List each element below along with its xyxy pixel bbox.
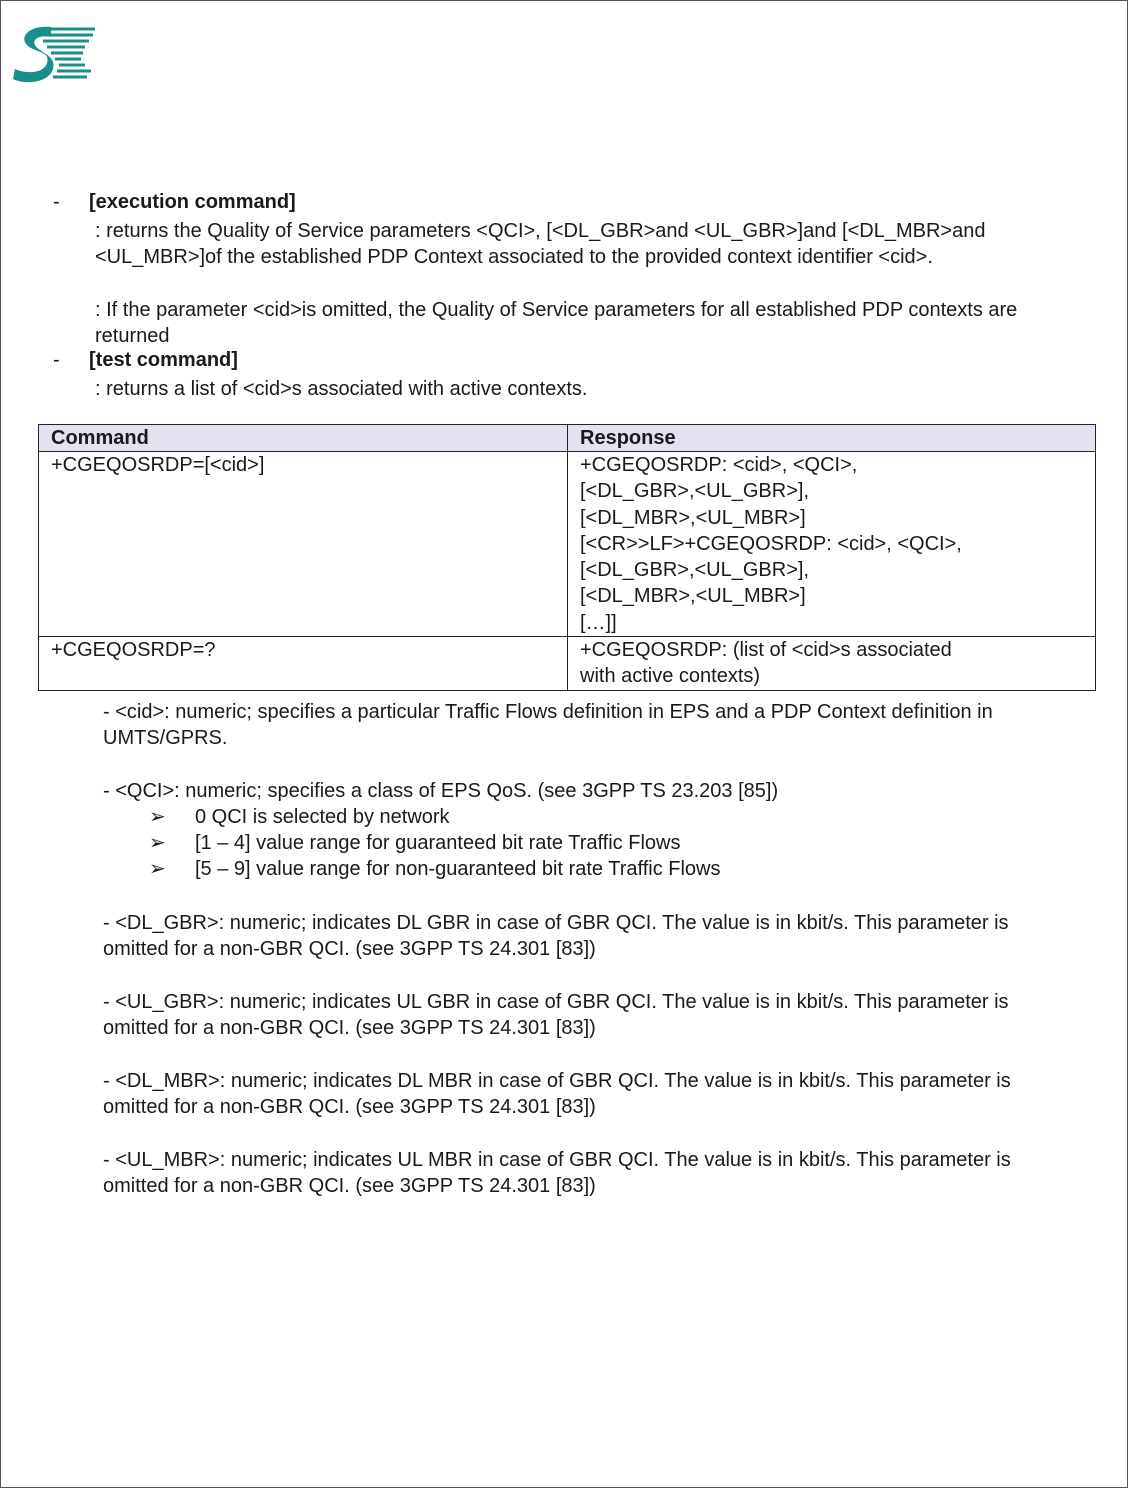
- response-cell: [568, 637, 1096, 691]
- arrow-bullet-icon: ➢: [149, 832, 166, 854]
- command-column-header: Command: [39, 425, 568, 452]
- test-dash: -: [53, 349, 60, 371]
- arrow-bullet-icon: ➢: [149, 858, 166, 880]
- response-line: [<CR>>LF>+CGEQOSRDP: <cid>, <QCI>,: [580, 532, 962, 555]
- ul-gbr-definition: - <UL_GBR>: numeric; indicates UL GBR in case of GBR QCI. The value is in kbit/s. This parameter is omitted for a non-GBR QCI. (see 3GPP TS 24.301 [83]): [103, 991, 1009, 1039]
- response-line: +CGEQOSRDP: <cid>, <QCI>,: [580, 454, 858, 476]
- list-item: [149, 804, 721, 830]
- sz-logo-icon: [11, 23, 97, 85]
- ul-mbr-definition: - <UL_MBR>: numeric; indicates UL MBR in case of GBR QCI. The value is in kbit/s. This parameter is omitted for a non-GBR QCI. (see 3GPP TS 24.301 [83]): [103, 1149, 1011, 1197]
- response-column-header: Response: [568, 425, 1096, 452]
- list-item-text: 0 QCI is selected by network: [195, 806, 450, 828]
- dl-gbr-definition: - <DL_GBR>: numeric; indicates DL GBR in case of GBR QCI. The value is in kbit/s. This parameter is omitted for a non-GBR QCI. (see 3GPP TS 24.301 [83]): [103, 912, 1009, 960]
- table-row: [39, 637, 1096, 691]
- table-header-row: [39, 425, 1096, 452]
- response-line: […]]: [580, 611, 617, 634]
- table-row: [39, 452, 1096, 637]
- response-cell: [568, 452, 1096, 637]
- response-line: with active contexts): [580, 665, 761, 688]
- arrow-bullet-icon: ➢: [149, 806, 166, 828]
- response-line: [<DL_MBR>,<UL_MBR>]: [580, 585, 806, 608]
- dl-mbr-definition: - <DL_MBR>: numeric; indicates DL MBR in case of GBR QCI. The value is in kbit/s. This parameter is omitted for a non-GBR QCI. (see 3GPP TS 24.301 [83]): [103, 1070, 1011, 1118]
- list-item: [149, 830, 721, 856]
- response-line: +CGEQOSRDP: (list of <cid>s associated: [580, 639, 952, 662]
- list-item-text: [5 – 9] value range for non-guaranteed bit rate Traffic Flows: [195, 858, 721, 880]
- test-command-title: [test command]: [89, 349, 238, 371]
- execution-command-title: [execution command]: [89, 191, 296, 213]
- list-item-text: [1 – 4] value range for guaranteed bit rate Traffic Flows: [195, 832, 681, 854]
- list-item: [149, 856, 721, 882]
- command-cell: +CGEQOSRDP=[<cid>]: [39, 452, 568, 637]
- execution-dash: -: [53, 191, 60, 213]
- command-response-table: [38, 424, 1096, 691]
- qci-bullet-list: [149, 804, 721, 882]
- qci-definition: - <QCI>: numeric; specifies a class of EPS QoS. (see 3GPP TS 23.203 [85]): [103, 780, 779, 802]
- test-description: : returns a list of <cid>s associated with active contexts.: [95, 378, 588, 400]
- response-line: [<DL_MBR>,<UL_MBR>]: [580, 506, 806, 529]
- execution-description: : returns the Quality of Service parameters <QCI>, [<DL_GBR>and <UL_GBR>]and [<DL_MBR>and <UL_MBR>]of the established PDP Context associated to the provided context identifier <cid>.: [95, 220, 986, 268]
- execution-omitted-note: : If the parameter <cid>is omitted, the Quality of Service parameters for all established PDP contexts are returned: [95, 299, 1018, 347]
- response-line: [<DL_GBR>,<UL_GBR>],: [580, 559, 810, 582]
- cid-definition: - <cid>: numeric; specifies a particular Traffic Flows definition in EPS and a PDP Context definition in UMTS/GPRS.: [103, 701, 993, 749]
- response-line: [<DL_GBR>,<UL_GBR>],: [580, 480, 810, 503]
- command-cell: +CGEQOSRDP=?: [39, 637, 568, 691]
